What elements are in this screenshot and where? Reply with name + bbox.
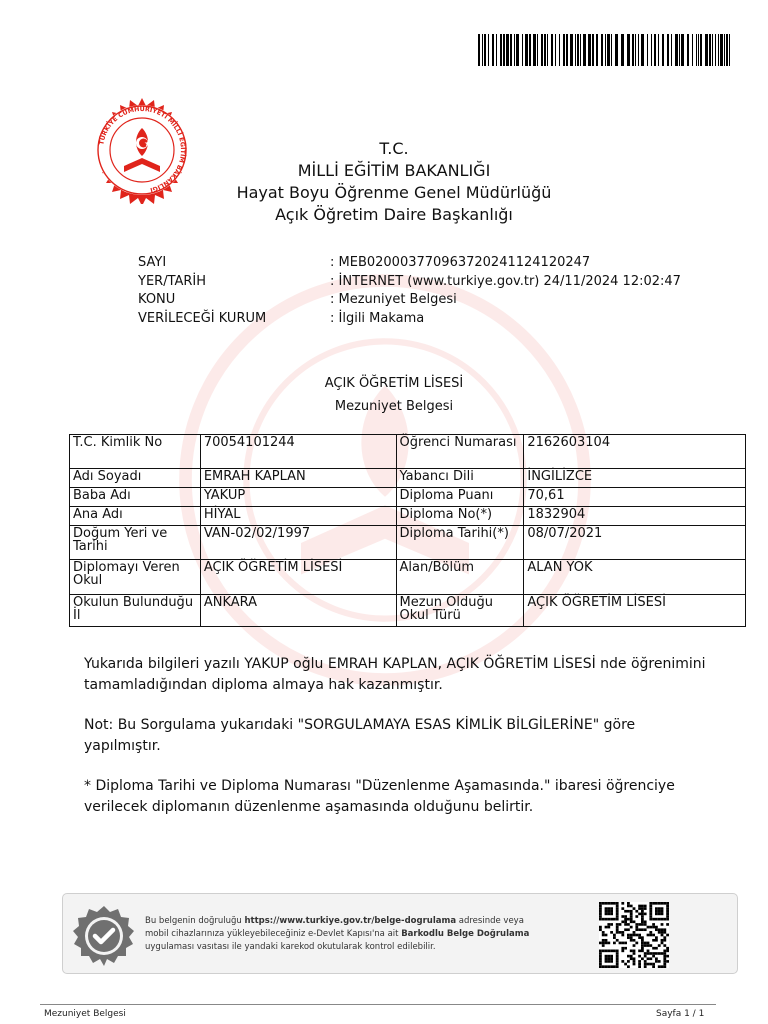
table-label: Alan/Bölüm xyxy=(396,560,524,595)
verification-box xyxy=(62,893,738,974)
table-value: ANKARA xyxy=(200,595,396,627)
table-label: Doğum Yeri ve Tarihi xyxy=(70,526,201,560)
document-meta xyxy=(138,254,681,328)
meta-label: VERİLECEĞİ KURUM xyxy=(138,310,267,326)
meta-label: YER/TARİH xyxy=(138,273,207,289)
student-info-table xyxy=(69,434,746,627)
meta-value: : MEB020003770963720241124120247 xyxy=(330,255,591,270)
query-note: Not: Bu Sorgulama yukarıdaki "SORGULAMAYA ESAS KİMLİK BİLGİLERİNE" göre yapılmıştır. xyxy=(84,717,636,754)
verification-url[interactable]: https://www.turkiye.gov.tr/belge-dogrulama xyxy=(244,916,457,926)
table-row xyxy=(70,507,746,526)
seal-text: TÜRKİYE CUMHURİYETİ MİLLİ EĞİTİM BAKANLIĞI xyxy=(98,105,187,194)
table-value: EMRAH KAPLAN xyxy=(200,469,396,488)
table-row xyxy=(70,469,746,488)
diploma-note: * Diploma Tarihi ve Diploma Numarası "Düzenlenme Aşamasında." ibaresi öğrenciye verilecek diplomanın düzenlenme aşamasında olduğunu belirtir. xyxy=(84,778,675,815)
meta-row-number xyxy=(138,254,681,273)
table-label: Adı Soyadı xyxy=(70,469,201,488)
verified-check-icon xyxy=(73,905,135,967)
table-row xyxy=(70,560,746,595)
qr-code-image xyxy=(599,902,669,968)
table-value: VAN-02/02/1997 xyxy=(200,526,396,560)
meta-value: : İlgili Makama xyxy=(330,310,425,326)
footer-document-name: Mezuniyet Belgesi xyxy=(44,1009,126,1019)
table-label: Yabancı Dili xyxy=(396,469,524,488)
table-value: HİYAL xyxy=(200,507,396,526)
table-label: Diploma Puanı xyxy=(396,488,524,507)
document-type-title: Mezuniyet Belgesi xyxy=(334,399,454,414)
table-label: Mezun Olduğu Okul Türü xyxy=(396,595,524,627)
header-directorate: Hayat Boyu Öğrenme Genel Müdürlüğü xyxy=(236,183,552,202)
header-department: Açık Öğretim Daire Başkanlığı xyxy=(275,205,513,224)
meta-value: : İNTERNET (www.turkiye.gov.tr) 24/11/2024 12:02:47 xyxy=(330,273,681,289)
table-row xyxy=(70,435,746,469)
footer-divider xyxy=(40,1004,716,1005)
footer-page-number: Sayfa 1 / 1 xyxy=(656,1009,705,1019)
table-value: 70,61 xyxy=(524,488,746,507)
table-value: ALAN YOK xyxy=(524,560,746,595)
table-label: Diplomayı Veren Okul xyxy=(70,560,201,595)
barcode-image xyxy=(478,34,730,66)
table-row xyxy=(70,595,746,627)
table-value: 08/07/2021 xyxy=(524,526,746,560)
table-value: 2162603104 xyxy=(524,435,746,469)
meta-row-recipient xyxy=(138,310,681,329)
table-label: Baba Adı xyxy=(70,488,201,507)
verify-text-part: mobil cihazlarınıza yükleyebileceğiniz e-Devlet Kapısı'na ait xyxy=(145,929,402,939)
meta-row-place-date xyxy=(138,273,681,292)
table-value: 1832904 xyxy=(524,507,746,526)
school-title: AÇIK ÖĞRETİM LİSESİ xyxy=(324,376,464,391)
verify-text-part: adresinde veya xyxy=(456,916,524,926)
table-value: İNGİLİZCE xyxy=(524,469,746,488)
meta-row-subject xyxy=(138,291,681,310)
table-label: Öğrenci Numarası xyxy=(396,435,524,469)
table-value: 70054101244 xyxy=(200,435,396,469)
graduation-statement: Yukarıda bilgileri yazılı YAKUP oğlu EMRAH KAPLAN, AÇIK ÖĞRETİM LİSESİ nde öğrenimini tamamladığından diploma almaya hak kazanmıştır. xyxy=(84,656,706,693)
verify-text-part: uygulaması vasıtası ile yandaki karekod okutularak kontrol edilebilir. xyxy=(145,942,436,952)
table-row xyxy=(70,488,746,507)
meta-label: KONU xyxy=(138,292,176,307)
table-value: YAKUP xyxy=(200,488,396,507)
table-row xyxy=(70,526,746,560)
verification-text xyxy=(145,915,585,954)
table-label: T.C. Kimlik No xyxy=(70,435,201,469)
verification-app-name: Barkodlu Belge Doğrulama xyxy=(401,929,530,939)
header-ministry: MİLLİ EĞİTİM BAKANLIĞI xyxy=(297,161,491,180)
table-label: Ana Adı xyxy=(70,507,201,526)
table-value: AÇIK ÖĞRETİM LİSESİ xyxy=(524,595,746,627)
table-label: Diploma Tarihi(*) xyxy=(396,526,524,560)
table-value: AÇIK ÖĞRETİM LİSESİ xyxy=(200,560,396,595)
meta-label: SAYI xyxy=(138,255,167,270)
table-label: Diploma No(*) xyxy=(396,507,524,526)
verify-text-part: Bu belgenin doğruluğu xyxy=(145,916,245,926)
table-label: Okulun Bulunduğu İl xyxy=(70,595,201,627)
header-tc: T.C. xyxy=(379,139,409,158)
meta-value: : Mezuniyet Belgesi xyxy=(330,292,457,307)
